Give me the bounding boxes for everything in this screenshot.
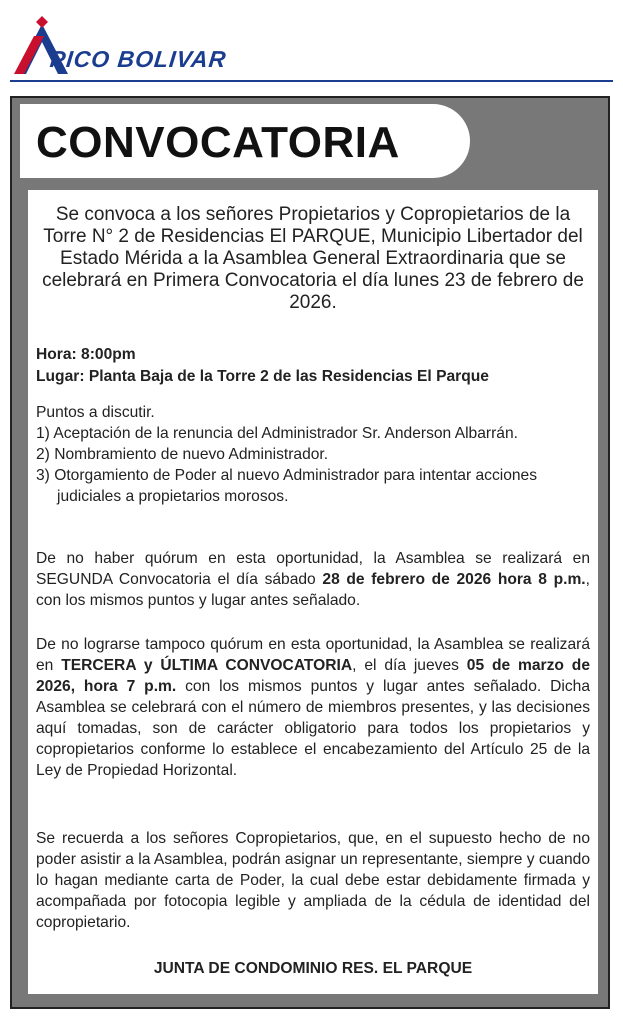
- third-call-paragraph: [36, 634, 590, 781]
- signature: JUNTA DE CONDOMINIO RES. EL PARQUE: [153, 960, 473, 977]
- meeting-time: Hora: 8:00pm: [36, 346, 136, 363]
- agenda-item-3: 3) Otorgamiento de Poder al nuevo Administrador para intentar acciones judiciales a propietarios morosos.: [36, 467, 538, 505]
- header-rule: [10, 80, 613, 82]
- third-call-text-a: De no lograrse tampoco quórum en esta oportunidad, la Asamblea se realizará en: [36, 636, 590, 674]
- third-call-text-b: , el día jueves: [352, 657, 467, 674]
- intro-paragraph: Se convoca a los señores Propietarios y Copropietarios de la Torre N° 2 de Residencias El PARQUE, Municipio Libertador del Estado Mérida a la Asamblea General Extraordinaria que se celebrará en Primera Convocatoria el día lunes 23 de febrero de 2026.: [42, 204, 584, 313]
- agenda-list: [36, 402, 590, 507]
- logo-text: PICO BOLIVAR: [48, 46, 228, 72]
- page-title: CONVOCATORIA: [36, 118, 400, 167]
- agenda-heading: Puntos a discutir.: [36, 404, 155, 421]
- second-call-date: 28 de febrero de 2026 hora 8 p.m.: [322, 571, 586, 588]
- second-call-text-a: De no haber quórum en esta oportunidad, la Asamblea se realizará en SEGUNDA Convocatoria el día sábado: [36, 550, 590, 588]
- meeting-place: Lugar: Planta Baja de la Torre 2 de las Residencias El Parque: [36, 368, 489, 385]
- third-call-date: 05 de marzo de 2026, hora 7 p.m.: [36, 657, 590, 695]
- agenda-item-2: 2) Nombramiento de nuevo Administrador.: [36, 446, 329, 463]
- agenda-item-1: 1) Aceptación de la renuncia del Administrador Sr. Anderson Albarrán.: [36, 425, 518, 442]
- second-call-text-b: , con los mismos puntos y lugar antes señalado.: [36, 571, 590, 609]
- third-call-label: TERCERA y ÚLTIMA CONVOCATORIA: [61, 657, 353, 674]
- reminder-paragraph: Se recuerda a los señores Copropietarios, que, en el supuesto hecho de no poder asistir a la Asamblea, podrán asignar un representante, siempre y cuando lo hagan mediante carta de Poder, la cual debe estar debidamente firmada y acompañada por fotocopia legible y ampliada de la cédula de identidad del copropietario.: [36, 830, 590, 931]
- second-call-paragraph: [36, 548, 590, 611]
- third-call-text-c: con los mismos puntos y lugar antes señalado. Dicha Asamblea se celebrará con el número de miembros presentes, y las decisiones aquí tomadas, son de carácter obligatorio para todos los propietarios y copropietarios conforme lo establece el encabezamiento del Artículo 25 de la Ley de Propiedad Horizontal.: [36, 678, 590, 779]
